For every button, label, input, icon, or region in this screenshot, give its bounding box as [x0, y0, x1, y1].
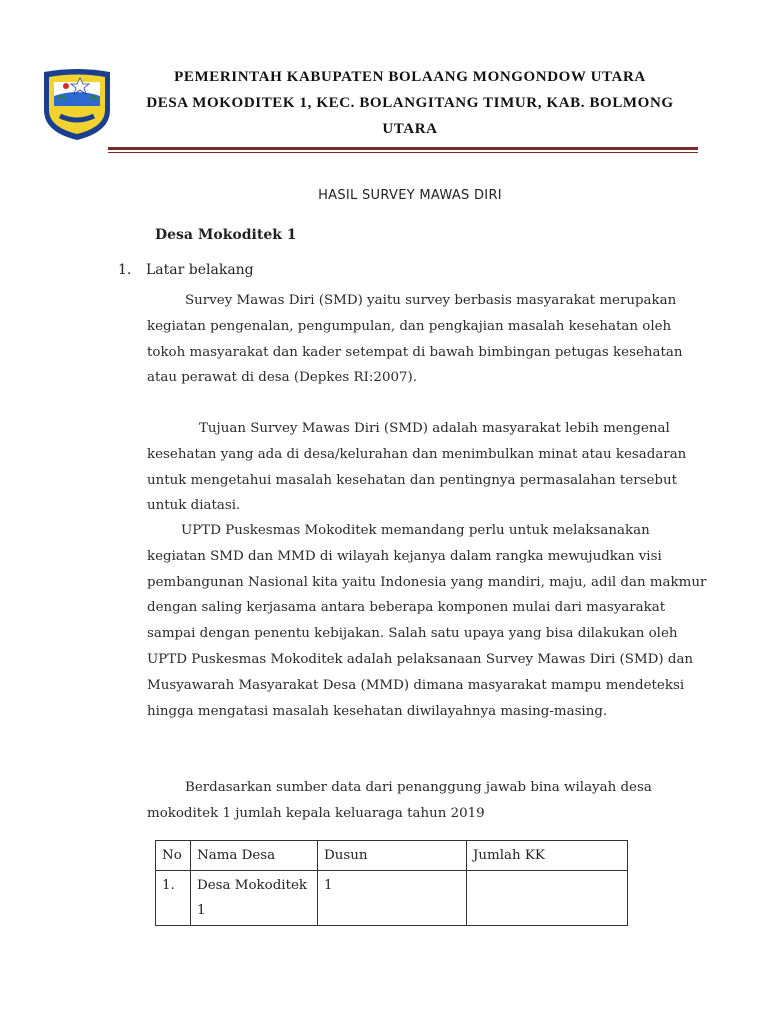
letterhead-line-2: DESA MOKODITEK 1, KEC. BOLANGITANG TIMUR, KAB. BOLMONG — [146, 95, 674, 111]
table-cell: 1 — [318, 871, 467, 926]
letterhead-line-1: PEMERINTAH KABUPATEN BOLAANG MONGONDOW UTARA — [174, 69, 646, 85]
table-header-cell: Jumlah KK — [467, 841, 628, 871]
paragraph-text: Berdasarkan sumber data dari penanggung jawab bina wilayah desa mokoditek 1 jumlah kepala keluaraga tahun 2019 — [147, 780, 652, 821]
paragraph-data-source — [147, 775, 707, 827]
section-heading — [118, 262, 254, 278]
household-table — [155, 840, 628, 926]
table-header-cell: Nama Desa — [191, 841, 318, 871]
paragraph-puskesmas — [147, 518, 707, 724]
paragraph-text: Survey Mawas Diri (SMD) yaitu survey berbasis masyarakat merupakan kegiatan pengenalan, pengumpulan, dan pengkajian masalah kesehatan oleh tokoh masyarakat dan kader setempat di bawah bimbingan petugas kesehatan atau perawat di desa (Depkes RI:2007). — [147, 293, 683, 386]
table-header-cell: No — [156, 841, 191, 871]
regency-crest-icon — [40, 66, 114, 142]
letterhead-divider-thick — [108, 147, 698, 150]
letterhead-divider-thin — [108, 152, 698, 153]
section-title: Latar belakang — [146, 262, 254, 278]
regency-crest-logo — [40, 66, 114, 142]
table-header-cell: Dusun — [318, 841, 467, 871]
section-number: 1. — [118, 262, 132, 278]
paragraph-text: Tujuan Survey Mawas Diri (SMD) adalah masyarakat lebih mengenal kesehatan yang ada di desa/kelurahan dan menimbulkan minat atau kesadaran untuk mengetahui masalah kesehatan dan pentingnya permasalahan tersebut untuk diatasi. — [147, 421, 687, 514]
letterhead-line-3: UTARA — [382, 121, 438, 137]
table-row — [156, 871, 628, 926]
paragraph-purpose — [147, 416, 707, 519]
letterhead — [120, 64, 700, 142]
table-cell: Desa Mokoditek 1 — [191, 871, 318, 926]
document-subtitle: Desa Mokoditek 1 — [155, 227, 297, 243]
paragraph-definition — [147, 288, 707, 391]
table-cell: 1. — [156, 871, 191, 926]
table-cell — [467, 871, 628, 926]
paragraph-text: UPTD Puskesmas Mokoditek memandang perlu untuk melaksanakan kegiatan SMD dan MMD di wilayah kejanya dalam rangka mewujudkan visi pembangunan Nasional kita yaitu Indonesia yang mandiri, maju, adil dan makmur dengan saling kerjasama antara beberapa komponen mulai dari masyarakat sampai dengan penentu kebijakan. Salah satu upaya yang bisa dilakukan oleh UPTD Puskesmas Mokoditek adalah pelaksanaan Survey Mawas Diri (SMD) dan Musyawarah Masyarakat Desa (MMD) dimana masyarakat mampu mendeteksi hingga mengatasi masalah kesehatan diwilayahnya masing-masing. — [147, 523, 707, 719]
document-title: HASIL SURVEY MAWAS DIRI — [318, 188, 502, 203]
table-header-row — [156, 841, 628, 871]
